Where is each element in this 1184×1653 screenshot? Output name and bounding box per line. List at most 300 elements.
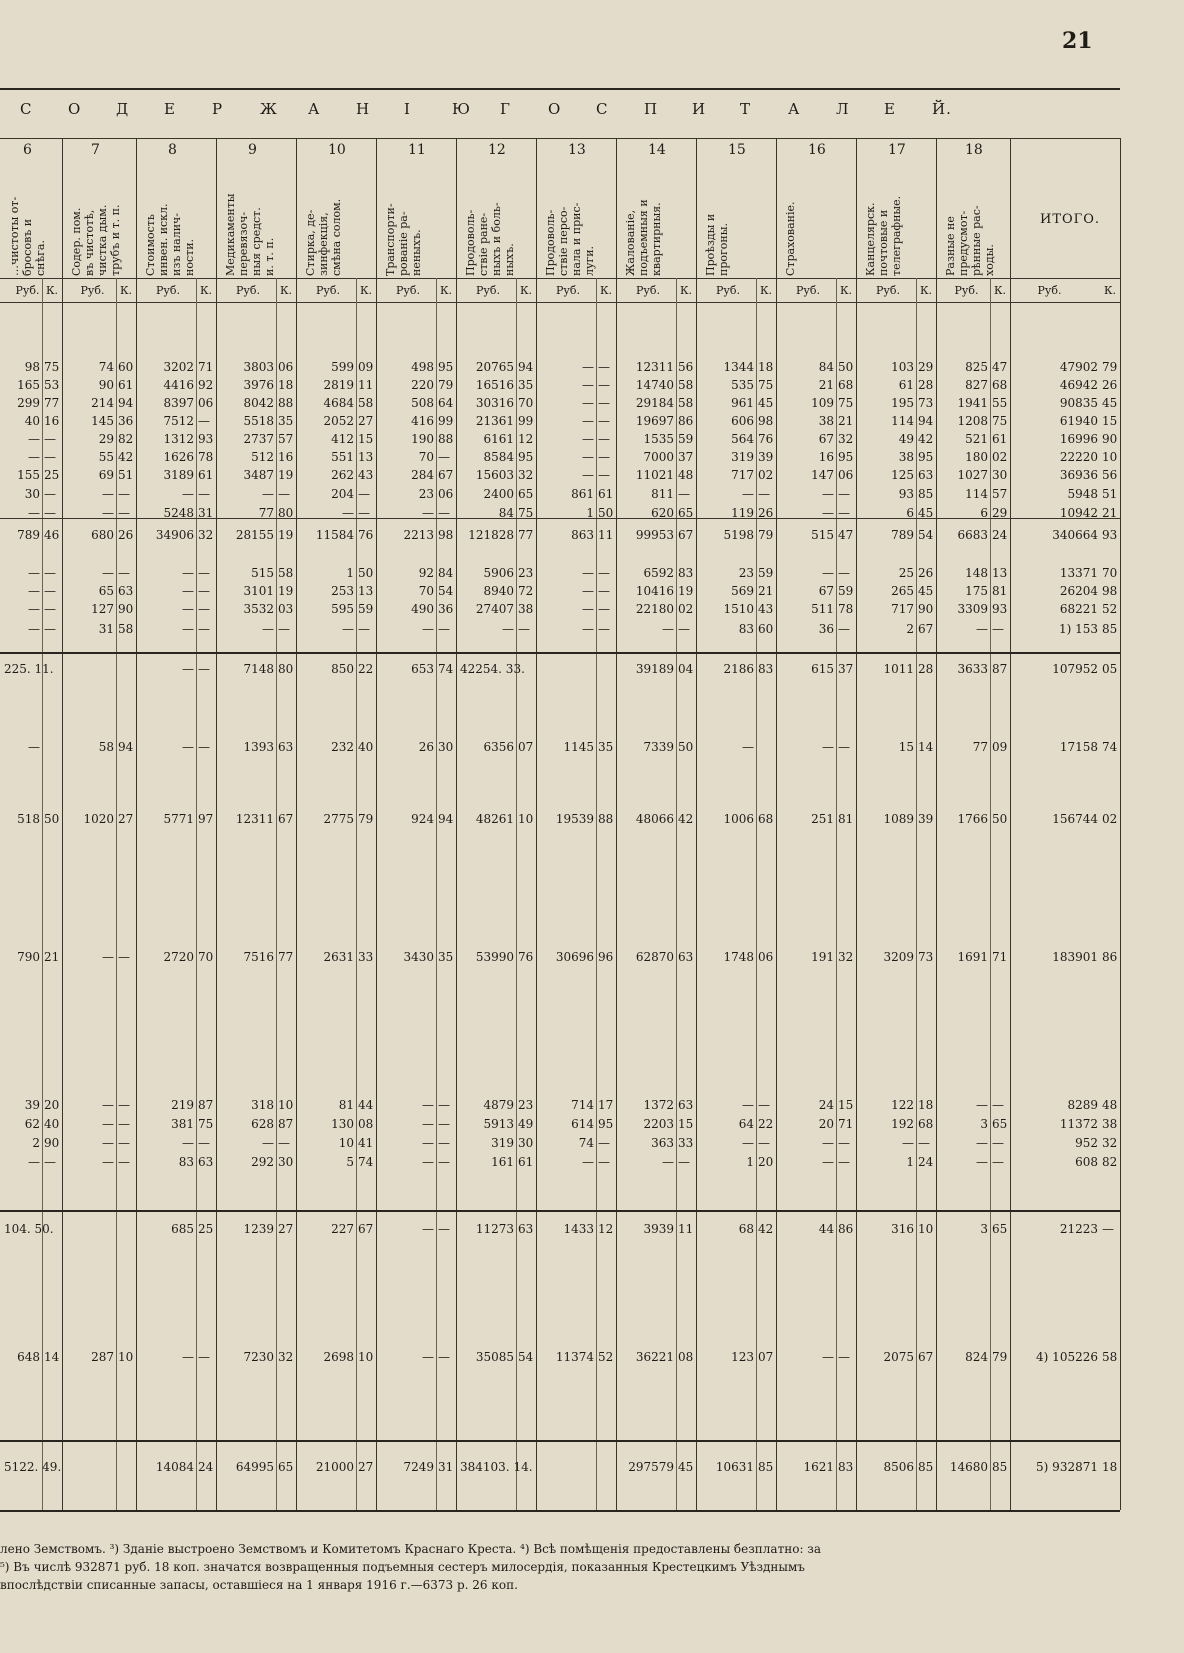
rub-value: 297579 <box>628 1460 674 1474</box>
rub-value: 3430 <box>403 950 434 964</box>
kop-value: — <box>838 1350 850 1364</box>
kop-value: 78 <box>838 602 854 616</box>
rub-value: 62870 <box>635 950 674 964</box>
kop-value: 70 <box>518 396 534 410</box>
rub-value: 70 <box>418 450 434 464</box>
rub-value: 3939 <box>643 1222 674 1236</box>
kop-value: 68 <box>758 812 774 826</box>
kop-value: 35 <box>438 950 454 964</box>
kop-value: — <box>44 566 56 580</box>
rub-value: 219 <box>171 1098 194 1112</box>
rub-value: 615 <box>811 662 834 676</box>
rub-value: 125 <box>891 468 914 482</box>
kop-value: 31 <box>438 1460 454 1474</box>
kop-value: 94 <box>518 360 534 374</box>
rub-value: 319 <box>491 1136 514 1150</box>
kopeck-rule <box>836 278 837 1510</box>
rub-value: 204 <box>331 487 354 501</box>
kop-value: — <box>598 566 610 580</box>
rub-value: 1 <box>586 506 594 520</box>
rub-value: 789 <box>891 528 914 542</box>
rub-value: 4879 <box>483 1098 514 1112</box>
column-header: Канцелярск. почтовые и телеграфные. <box>864 195 903 276</box>
kop-value: 18 <box>278 378 294 392</box>
rub-value: 48066 <box>635 812 674 826</box>
kop-value: — <box>678 1155 690 1169</box>
rub-value: 1006 <box>723 812 754 826</box>
table-cell: 42254. 33. <box>460 662 525 676</box>
kop-value: 52 <box>598 1350 614 1364</box>
kop-value: — <box>358 506 370 520</box>
kopeck-rule <box>196 278 197 1510</box>
kop-value: 85 <box>1102 622 1118 636</box>
kop-value: 10 <box>118 1350 134 1364</box>
rub-value: 12311 <box>235 812 274 826</box>
kop-value: 32 <box>1102 1136 1118 1150</box>
rub-value: — <box>102 1155 114 1169</box>
rub-value: — <box>28 740 40 754</box>
column-header: Продоволь- ствіе персо- нала и прис- луги. <box>544 202 596 276</box>
kop-value: — <box>598 414 610 428</box>
kop-value: 64 <box>438 396 454 410</box>
column-header: Медикаменты перевязоч- ныя средст. и. т. п. <box>224 193 276 276</box>
rub-value: 22180 <box>635 602 674 616</box>
kop-value: — <box>118 566 130 580</box>
kop-value: 71 <box>838 1117 854 1131</box>
rub-value: 363 <box>651 1136 674 1150</box>
kop-value: 54 <box>518 1350 534 1364</box>
kop-value: — <box>838 1136 850 1150</box>
rub-value: 284 <box>411 468 434 482</box>
kopeck-rule <box>516 278 517 1510</box>
rub-value: 39 <box>24 1098 40 1112</box>
kop-value: 79 <box>992 1350 1008 1364</box>
footnote-line: лено Земствомъ. ³) Зданіе выстроено Земствомъ и Комитетомъ Краснаго Креста. ⁴) Всѣ помѣщенія предоставлены безплатно: за <box>0 1542 821 1556</box>
column-number: 11 <box>408 142 426 158</box>
kop-value: — <box>198 566 210 580</box>
rub-value: 8506 <box>883 1460 914 1474</box>
column-number: 12 <box>488 142 506 158</box>
kop-value: 36 <box>438 602 454 616</box>
kop-value: 12 <box>518 432 534 446</box>
rub-value: 10 <box>338 1136 354 1150</box>
rub-value: — <box>182 1350 194 1364</box>
kop-value: 45 <box>678 1460 694 1474</box>
kop-value: 10 <box>1102 450 1118 464</box>
rub-value: 62 <box>24 1117 40 1131</box>
kop-value: 75 <box>992 414 1008 428</box>
kop-value: — <box>198 414 210 428</box>
kop-value: 51 <box>118 468 134 482</box>
kop-value: 43 <box>758 602 774 616</box>
kop-value: 75 <box>44 360 60 374</box>
kop-value: 65 <box>992 1117 1008 1131</box>
kop-value: 70 <box>1102 566 1118 580</box>
rub-value: 93 <box>898 487 914 501</box>
rub-value: 21223 <box>1059 1222 1098 1236</box>
rub-value: 2213 <box>403 528 434 542</box>
column-number: 17 <box>888 142 906 158</box>
title-letter: С <box>20 100 33 118</box>
rub-value: 7000 <box>643 450 674 464</box>
rub-value: 92 <box>418 566 434 580</box>
rub-value: — <box>262 487 274 501</box>
rub-value: 147 <box>811 468 834 482</box>
column-rule <box>296 138 297 1510</box>
rub-value: 6 <box>906 506 914 520</box>
kop-value: 25 <box>198 1222 214 1236</box>
kop-value: — <box>838 566 850 580</box>
unit-kop: К. <box>200 284 213 297</box>
kop-value: 59 <box>838 584 854 598</box>
kop-value: 81 <box>992 584 1008 598</box>
kop-value: 67 <box>278 812 294 826</box>
rub-value: 44 <box>818 1222 834 1236</box>
kop-value: 26 <box>1102 378 1118 392</box>
kop-value: 05 <box>1102 662 1118 676</box>
rub-value: 924 <box>411 812 434 826</box>
rub-value: — <box>182 584 194 598</box>
kopeck-rule <box>596 278 597 1510</box>
kop-value: 97 <box>198 812 214 826</box>
rub-value: 511 <box>811 602 834 616</box>
kop-value: — <box>278 1136 290 1150</box>
kopeck-rule <box>42 278 43 1510</box>
kop-value: 79 <box>1102 360 1118 374</box>
rub-value: 61 <box>898 378 914 392</box>
rub-value: 569 <box>731 584 754 598</box>
rub-value: — <box>28 622 40 636</box>
kop-value: 14 <box>44 1350 60 1364</box>
kop-value: — <box>598 1155 610 1169</box>
kop-value: — <box>438 1222 450 1236</box>
rub-value: 1691 <box>957 950 988 964</box>
kop-value: — <box>198 584 210 598</box>
kop-value: 80 <box>278 662 294 676</box>
rub-value: — <box>582 566 594 580</box>
rub-value: — <box>582 432 594 446</box>
kop-value: 18 <box>918 1098 934 1112</box>
kop-value: 15 <box>678 1117 694 1131</box>
rub-value: 11372 <box>1059 1117 1098 1131</box>
rub-value: 2052 <box>323 414 354 428</box>
kopeck-rule <box>356 278 357 1510</box>
kop-value: — <box>758 1136 770 1150</box>
kop-value: 61 <box>992 432 1008 446</box>
unit-kop: К. <box>120 284 133 297</box>
rub-value: 64 <box>738 1117 754 1131</box>
rub-value: 292 <box>251 1155 274 1169</box>
rub-value: 10631 <box>715 1460 754 1474</box>
rub-value: 1748 <box>723 950 754 964</box>
rub-value: 253 <box>331 584 354 598</box>
rub-value: 1239 <box>243 1222 274 1236</box>
rub-value: 114 <box>965 487 988 501</box>
kop-value: 95 <box>518 450 534 464</box>
rub-value: 3309 <box>957 602 988 616</box>
column-rule <box>696 138 697 1510</box>
unit-rule-top <box>0 278 1120 279</box>
kop-value: 40 <box>358 740 374 754</box>
kop-value: 71 <box>992 950 1008 964</box>
rub-value: 1510 <box>723 602 754 616</box>
title-letter: Д <box>116 100 130 118</box>
unit-rub: Руб. <box>316 284 340 297</box>
kop-value: 95 <box>598 1117 614 1131</box>
kop-value: 43 <box>358 468 374 482</box>
column-rule <box>376 138 377 1510</box>
rub-value: 1145 <box>563 740 594 754</box>
kop-value: 25 <box>44 468 60 482</box>
kop-value: 27 <box>358 414 374 428</box>
kopeck-rule <box>676 278 677 1510</box>
rub-value: 26204 <box>1059 584 1098 598</box>
rub-value: 614 <box>571 1117 594 1131</box>
kop-value: — <box>198 487 210 501</box>
rub-value: 214 <box>91 396 114 410</box>
rub-value: 156744 <box>1052 812 1098 826</box>
rub-value: — <box>102 950 114 964</box>
kop-value: 20 <box>44 1098 60 1112</box>
unit-rub: Руб. <box>156 284 180 297</box>
kop-value: 29 <box>918 360 934 374</box>
kopeck-rule <box>276 278 277 1510</box>
kop-value: 06 <box>758 950 774 964</box>
unit-kop: К. <box>440 284 453 297</box>
kop-value: 40 <box>44 1117 60 1131</box>
rub-value: — <box>582 360 594 374</box>
rub-value: 53990 <box>475 950 514 964</box>
kop-value: — <box>118 1155 130 1169</box>
title-letter: Т <box>740 100 752 118</box>
kop-value: 60 <box>758 622 774 636</box>
kop-value: 02 <box>1102 812 1118 826</box>
rub-value: 535 <box>731 378 754 392</box>
column-header: Стирка, де- зинфекція, смѣна солом. <box>304 198 343 276</box>
kop-value: 44 <box>358 1098 374 1112</box>
title-letter: І <box>404 100 411 118</box>
kop-value: 29 <box>992 506 1008 520</box>
unit-rule-bottom <box>0 302 1120 303</box>
unit-rub: Руб. <box>236 284 260 297</box>
kop-value: 94 <box>918 414 934 428</box>
kop-value: — <box>838 506 850 520</box>
rub-value: 1312 <box>163 432 194 446</box>
kop-value: — <box>438 1117 450 1131</box>
kop-value: — <box>438 1136 450 1150</box>
kop-value: 10 <box>518 812 534 826</box>
kop-value: — <box>992 1155 1004 1169</box>
rub-value: — <box>422 1136 434 1150</box>
rub-value: 155 <box>17 468 40 482</box>
kop-value: 59 <box>358 602 374 616</box>
unit-rub: Руб. <box>396 284 420 297</box>
kop-value: 90 <box>1102 432 1118 446</box>
rub-value: — <box>182 602 194 616</box>
kop-value: 39 <box>918 812 934 826</box>
rub-value: 38 <box>818 414 834 428</box>
table-cell: 384103. 14. <box>460 1460 533 1474</box>
rub-value: 8042 <box>243 396 274 410</box>
kop-value: 18 <box>758 360 774 374</box>
kop-value: — <box>438 1155 450 1169</box>
kop-value: 35 <box>278 414 294 428</box>
kop-value: 48 <box>1102 1098 1118 1112</box>
unit-kop: К. <box>280 284 293 297</box>
rub-value: 1 <box>346 566 354 580</box>
kop-value: 42 <box>918 432 934 446</box>
kop-value: 75 <box>518 506 534 520</box>
rub-value: 16996 <box>1059 432 1098 446</box>
kop-value: 10 <box>358 1350 374 1364</box>
rub-value: 83 <box>738 622 754 636</box>
kop-value: 11 <box>678 1222 694 1236</box>
kop-value: 71 <box>198 360 214 374</box>
unit-rub: Руб. <box>876 284 900 297</box>
kop-value: 08 <box>678 1350 694 1364</box>
rub-value: — <box>582 1155 594 1169</box>
rub-value: 961 <box>731 396 754 410</box>
kop-value: 76 <box>758 432 774 446</box>
kop-value: 46 <box>44 528 60 542</box>
kop-value: 86 <box>1102 950 1118 964</box>
rub-value: 81 <box>338 1098 354 1112</box>
rub-value: 19697 <box>635 414 674 428</box>
rub-value: 1766 <box>957 812 988 826</box>
rub-value: 287 <box>91 1350 114 1364</box>
unit-kop: К. <box>920 284 933 297</box>
kop-value: 86 <box>838 1222 854 1236</box>
rub-value: 148 <box>965 566 988 580</box>
rub-value: 412 <box>331 432 354 446</box>
kop-value: 87 <box>992 662 1008 676</box>
kop-value: 58 <box>358 396 374 410</box>
rub-value: 717 <box>731 468 754 482</box>
kop-value: — <box>838 622 850 636</box>
kop-value: 87 <box>198 1098 214 1112</box>
kop-value: 59 <box>758 566 774 580</box>
kop-value: 11 <box>598 528 614 542</box>
kop-value: — <box>358 622 370 636</box>
kop-value: — <box>598 468 610 482</box>
footnote-line: ⁵) Въ числѣ 932871 руб. 18 коп. значатся возвращенныя подъемныя сестеръ милосердія, показанныя Крестецкимъ Уѣзднымъ <box>0 1560 805 1574</box>
rub-value: — <box>422 1098 434 1112</box>
kop-value: 37 <box>678 450 694 464</box>
rub-value: 195 <box>891 396 914 410</box>
unit-kop: К. <box>680 284 693 297</box>
rub-value: 11021 <box>635 468 674 482</box>
kop-value: 85 <box>992 1460 1008 1474</box>
rub-value: — <box>262 1136 274 1150</box>
kop-value: 98 <box>758 414 774 428</box>
itogo-header: ИТОГО. <box>1040 212 1101 227</box>
kop-value: 13 <box>992 566 1008 580</box>
rub-value: — <box>28 432 40 446</box>
kop-value: 24 <box>198 1460 214 1474</box>
kop-value: — <box>838 487 850 501</box>
rub-value: 319 <box>731 450 754 464</box>
column-rule <box>216 138 217 1510</box>
kop-value: 33 <box>678 1136 694 1150</box>
kop-value: — <box>598 432 610 446</box>
rub-value: 824 <box>965 1350 988 1364</box>
rub-value: — <box>582 378 594 392</box>
kop-value: — <box>118 1098 130 1112</box>
unit-rub: Руб. <box>80 284 105 297</box>
rub-value: 68 <box>738 1222 754 1236</box>
rub-value: 1208 <box>957 414 988 428</box>
kop-value: 49 <box>518 1117 534 1131</box>
rub-value: 1535 <box>643 432 674 446</box>
rub-value: 119 <box>731 506 754 520</box>
kop-value: 88 <box>598 812 614 826</box>
rub-value: — <box>662 622 674 636</box>
rub-value: 952 <box>1075 1136 1098 1150</box>
kop-value: 61 <box>518 1155 534 1169</box>
rub-value: 551 <box>331 450 354 464</box>
kop-value: 27 <box>118 812 134 826</box>
section-rule <box>0 1440 1120 1442</box>
rub-value: 232 <box>331 740 354 754</box>
column-header: Содер. пом. въ чистотѣ, чистка дым. трубъ и т. п. <box>70 204 122 276</box>
rub-value: 21000 <box>315 1460 354 1474</box>
rub-value: — <box>422 1117 434 1131</box>
kop-value: 42 <box>678 812 694 826</box>
rub-value: 227 <box>331 1222 354 1236</box>
rub-value: 103 <box>891 360 914 374</box>
kop-value: 76 <box>358 528 374 542</box>
rub-value: 11273 <box>475 1222 514 1236</box>
section-rule <box>0 1210 1120 1212</box>
rub-value: 5771 <box>163 812 194 826</box>
kop-value: 06 <box>438 487 454 501</box>
column-number: 7 <box>91 142 100 158</box>
rub-value: 606 <box>731 414 754 428</box>
kop-value: 90 <box>118 602 134 616</box>
unit-rub: Руб. <box>716 284 740 297</box>
kop-value: 86 <box>678 414 694 428</box>
kop-value: 24 <box>992 528 1008 542</box>
rub-value: 98 <box>24 360 40 374</box>
kop-value: 65 <box>678 506 694 520</box>
title-letter: Г <box>500 100 511 118</box>
rub-value: — <box>182 1136 194 1150</box>
rub-value: — <box>28 602 40 616</box>
rub-value: 29184 <box>635 396 674 410</box>
rub-value: 38 <box>898 450 914 464</box>
rub-value: 2 <box>32 1136 40 1150</box>
kop-value: 92 <box>198 378 214 392</box>
rub-value: 3189 <box>163 468 194 482</box>
kop-value: 95 <box>438 360 454 374</box>
kop-value: 88 <box>438 432 454 446</box>
rub-value: 714 <box>571 1098 594 1112</box>
title-letter: Ю <box>452 100 471 118</box>
kop-value: 47 <box>838 528 854 542</box>
kop-value: 58 <box>118 622 134 636</box>
rub-value: 16 <box>818 450 834 464</box>
kop-value: 83 <box>678 566 694 580</box>
title-letter: А <box>308 100 321 118</box>
column-rule <box>536 138 537 1510</box>
rub-value: 121828 <box>468 528 514 542</box>
rub-value: 1 <box>906 1155 914 1169</box>
kop-value: 39 <box>758 450 774 464</box>
rub-value: 29 <box>98 432 114 446</box>
kop-value: 35 <box>518 378 534 392</box>
rub-value: 7230 <box>243 1350 274 1364</box>
unit-rub: Руб. <box>556 284 580 297</box>
